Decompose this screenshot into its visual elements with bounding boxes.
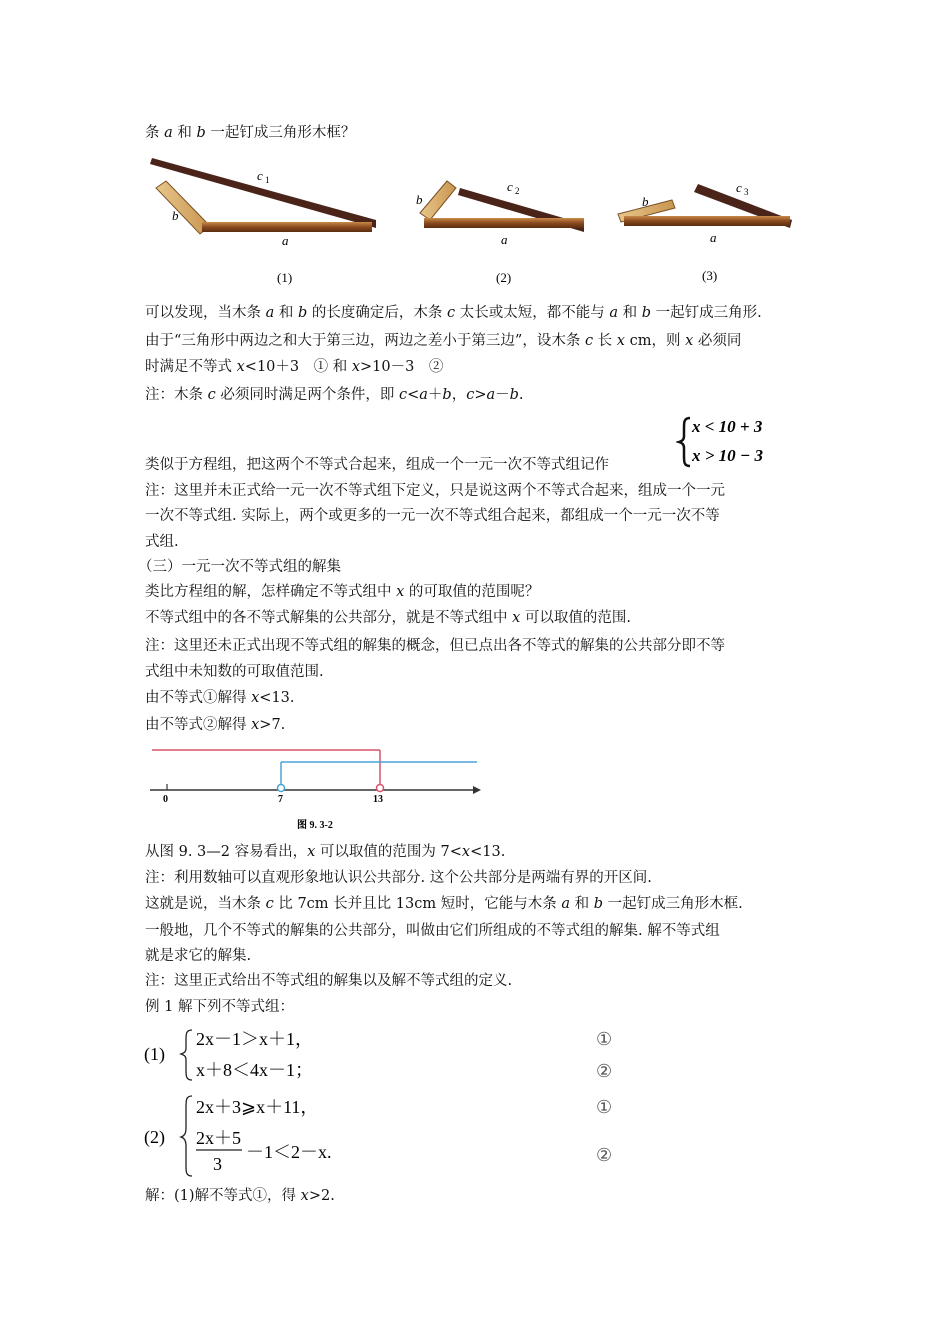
inline-system (676, 414, 776, 470)
label-c2-sub: 2 (515, 186, 520, 196)
stick-b-2 (420, 181, 456, 220)
stick-a (202, 222, 372, 232)
paragraph-19: 就是求它的解集. (145, 948, 252, 964)
section-heading-3: （三）一元一次不等式组的解集 (138, 559, 341, 575)
note-3-line-2: 式组中未知数的可取值范围. (145, 664, 324, 680)
note-1: 注：木条 c 必须同时满足两个条件，即 c<a＋b，c>a－b. (145, 387, 524, 403)
tick-label-7: 7 (278, 794, 283, 805)
caption-1: (1) (277, 270, 293, 285)
caption-3: (3) (702, 268, 718, 283)
system-2-mark-1: ① (596, 1097, 613, 1117)
note-3-line-1: 注：这里还未正式出现不等式组的解集的概念，但已点出各不等式的解集的公共部分即不等 (145, 638, 725, 654)
system-2-frac-den: 3 (213, 1154, 222, 1174)
triangle-figures (140, 148, 800, 290)
system-1-mark-2: ② (596, 1061, 613, 1081)
figure-3 (618, 180, 792, 283)
paragraph-14: 由不等式②解得 x>7. (145, 717, 286, 733)
system-1-ineq-2: x＋8＜4x－1； (196, 1060, 313, 1080)
label-a-1: a (282, 233, 289, 248)
paragraph-13: 由不等式①解得 x<13. (145, 690, 295, 706)
paragraph-9: 类比方程组的解，怎样确定不等式组中 x 的可取值的范围呢？ (145, 584, 540, 600)
system-2-frac-num: 2x＋5 (196, 1128, 241, 1148)
note-2-line-3: 式组. (145, 534, 179, 550)
intro-line: 条 a 和 b 一起钉成三角形木框？ (145, 125, 356, 141)
paragraph-18: 一般地，几个不等式的解集的公共部分，叫做由它们所组成的不等式组的解集. 解不等式组 (145, 923, 720, 939)
system-1-label: (1) (144, 1044, 165, 1064)
figure-2 (416, 179, 584, 285)
note-2-line-2: 一次不等式组. 实际上，两个或更多的一元一次不等式组合起来，都组成一个一元一次不等 (145, 508, 720, 524)
stick-a-3 (624, 216, 790, 226)
solution-line: 解：(1)解不等式①，得 x>2. (145, 1188, 335, 1204)
note-5: 注：这里正式给出不等式组的解集以及解不等式组的定义. (145, 973, 513, 989)
stick-a-2 (424, 218, 584, 228)
label-c3: c (736, 180, 742, 195)
label-c3-sub: 3 (744, 187, 749, 197)
open-point-7 (278, 785, 285, 792)
system-2-mark-2: ② (596, 1145, 613, 1165)
tick-label-0: 0 (163, 794, 168, 805)
paragraph-3: 时满足不等式 x<10＋3 ① 和 x>10－3 ② (145, 359, 444, 375)
paragraph-2: 由于“三角形中两边之和大于第三边，两边之差小于第三边”，设木条 c 长 x cm，则 x 必须同 (145, 333, 742, 349)
example-heading: 例 1 解下列不等式组： (145, 999, 294, 1015)
inline-system-line2: x > 10 − 3 (692, 446, 763, 465)
label-b-1: b (172, 208, 179, 223)
paragraph-10: 不等式组中的各不等式解集的公共部分，就是不等式组中 x 可以取值的范围. (145, 610, 632, 626)
figure-1 (150, 158, 376, 285)
open-point-13 (377, 785, 384, 792)
figure-caption: 图 9. 3-2 (297, 820, 333, 831)
stick-b (156, 181, 210, 234)
caption-2: (2) (496, 270, 512, 285)
label-b-3: b (642, 194, 649, 209)
label-a-3: a (710, 230, 717, 245)
paragraph-1: 可以发现，当木条 a 和 b 的长度确定后，木条 c 太长或太短，都不能与 a 和 b 一起钉成三角形. (145, 305, 762, 321)
label-b-2: b (416, 192, 423, 207)
axis-arrow-icon (473, 786, 481, 794)
example-systems (140, 1020, 640, 1180)
note-2-line-1: 注：这里并未正式给一元一次不等式组下定义，只是说这两个不等式合起来，组成一个一元 (145, 483, 725, 499)
paragraph-17: 这就是说，当木条 c 比 7cm 长并且比 13cm 短时，它能与木条 a 和 b 一起钉成三角形木框. (145, 896, 743, 912)
system-1-mark-1: ① (596, 1029, 613, 1049)
system-2-label: (2) (144, 1127, 165, 1147)
paragraph-5: 类似于方程组，把这两个不等式合起来，组成一个一元一次不等式组记作 (145, 457, 609, 473)
system-1-ineq-1: 2x－1＞x＋1， (196, 1029, 313, 1049)
label-c2: c (507, 179, 513, 194)
inline-system-line1: x < 10 + 3 (692, 417, 763, 436)
note-4: 注：利用数轴可以直观形象地认识公共部分. 这个公共部分是两端有界的开区间. (145, 870, 652, 886)
number-line-figure (145, 744, 485, 836)
tick-label-13: 13 (373, 794, 383, 805)
paragraph-15: 从图 9. 3—2 容易看出，x 可以取值的范围为 7<x<13. (145, 844, 506, 860)
label-a-2: a (501, 232, 508, 247)
system-2-ineq-1: 2x＋3⩾x＋11， (196, 1097, 319, 1117)
label-c1-sub: 1 (265, 175, 270, 185)
label-c1: c (257, 168, 263, 183)
system-2-ineq-2-rest: －1＜2－x. (246, 1142, 332, 1162)
